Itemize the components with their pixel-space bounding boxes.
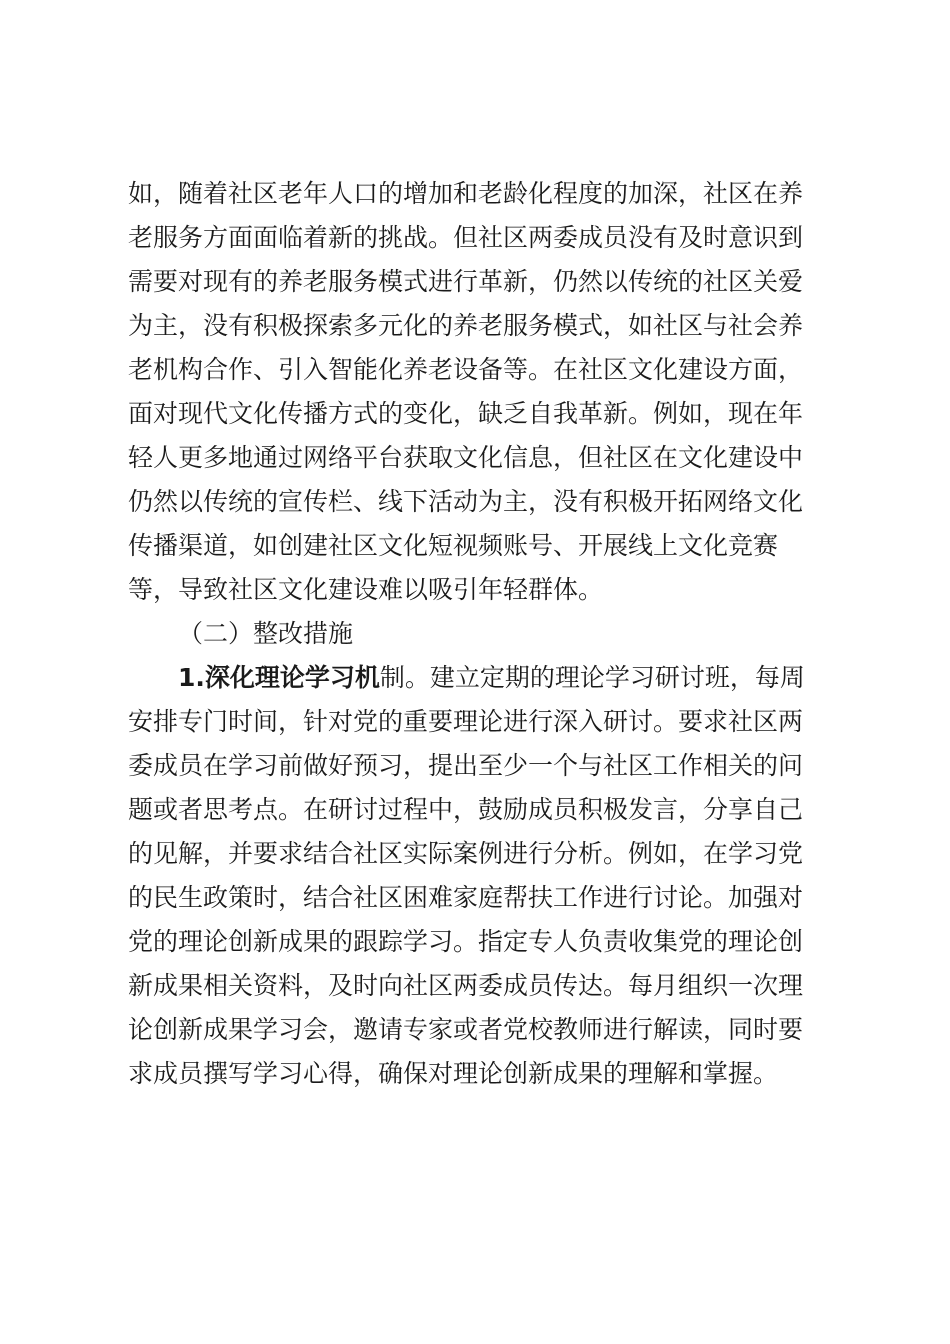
measure-item-1 bbox=[128, 656, 828, 1096]
text-line: 老服务方面面临着新的挑战。但社区两委成员没有及时意识到 bbox=[128, 223, 804, 252]
document-body bbox=[128, 172, 828, 1096]
text-line: 委成员在学习前做好预习，提出至少一个与社区工作相关的问 bbox=[128, 751, 804, 780]
text-line: 仍然以传统的宣传栏、线下活动为主，没有积极开拓网络文化 bbox=[128, 487, 804, 516]
text-line: 如，随着社区老年人口的增加和老龄化程度的加深，社区在养 bbox=[128, 179, 804, 208]
text-line: 的见解，并要求结合社区实际案例进行分析。例如，在学习党 bbox=[128, 839, 804, 868]
text-line: 论创新成果学习会，邀请专家或者党校教师进行解读，同时要 bbox=[128, 1015, 804, 1044]
item-title: 1.深化理论学习机 bbox=[178, 663, 380, 692]
text-line: 题或者思考点。在研讨过程中，鼓励成员积极发言，分享自己 bbox=[128, 795, 804, 824]
text-line: 老机构合作、引入智能化养老设备等。在社区文化建设方面， bbox=[128, 355, 804, 384]
text-line: 党的理论创新成果的跟踪学习。指定专人负责收集党的理论创 bbox=[128, 927, 804, 956]
text-line: 求成员撰写学习心得，确保对理论创新成果的理解和掌握。 bbox=[128, 1059, 779, 1088]
text-line: 的民生政策时，结合社区困难家庭帮扶工作进行讨论。加强对 bbox=[128, 883, 804, 912]
text-line: 安排专门时间，针对党的重要理论进行深入研讨。要求社区两 bbox=[128, 707, 804, 736]
text-line: 传播渠道，如创建社区文化短视频账号、开展线上文化竞赛 bbox=[128, 531, 779, 560]
text-line: 新成果相关资料，及时向社区两委成员传达。每月组织一次理 bbox=[128, 971, 804, 1000]
text-line: 为主，没有积极探索多元化的养老服务模式，如社区与社会养 bbox=[128, 311, 804, 340]
text-line: 需要对现有的养老服务模式进行革新，仍然以传统的社区关爱 bbox=[128, 267, 804, 296]
item-text: 制。建立定期的理论学习研讨班，每周 bbox=[379, 663, 805, 692]
section-heading: （二）整改措施 bbox=[178, 619, 354, 648]
paragraph-continued bbox=[128, 172, 828, 612]
text-line: 轻人更多地通过网络平台获取文化信息，但社区在文化建设中 bbox=[128, 443, 804, 472]
text-line: 等，导致社区文化建设难以吸引年轻群体。 bbox=[128, 575, 604, 604]
item-first-line bbox=[128, 656, 828, 700]
text-line: 面对现代文化传播方式的变化，缺乏自我革新。例如，现在年 bbox=[128, 399, 804, 428]
